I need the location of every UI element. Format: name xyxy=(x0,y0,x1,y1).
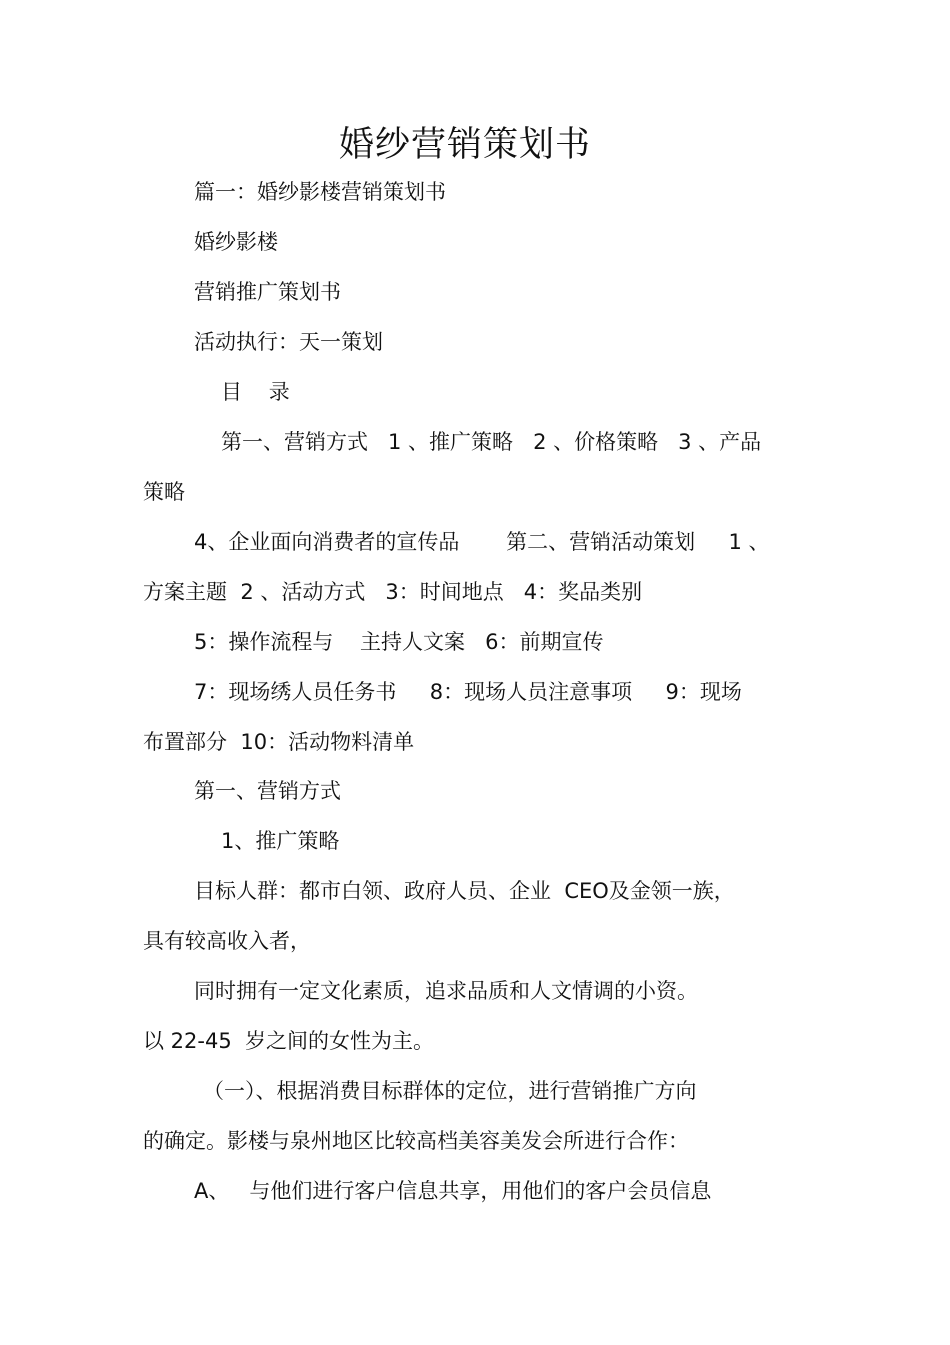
toc-heading: 目 录 xyxy=(221,380,290,404)
toc-line: 策略 xyxy=(143,480,185,504)
subsection-heading: 1、推广策略 xyxy=(221,829,340,853)
text-line: 篇一：婚纱影楼营销策划书 xyxy=(194,180,446,204)
text-line: 目标人群：都市白领、政府人员、企业 CEO及金领一族， xyxy=(194,879,735,903)
text-line: 活动执行：天一策划 xyxy=(194,330,383,354)
text-line: 营销推广策划书 xyxy=(194,280,341,304)
text-line: 婚纱影楼 xyxy=(194,230,278,254)
document-title: 婚纱营销策划书 xyxy=(338,125,591,165)
text-line: 同时拥有一定文化素质，追求品质和人文情调的小资。 xyxy=(194,979,698,1003)
text-line: 具有较高收入者， xyxy=(143,929,311,953)
text-line: 的确定。影楼与泉州地区比较高档美容美发会所进行合作： xyxy=(143,1129,689,1153)
toc-line: 第一、营销方式 1 、推广策略 2 、价格策略 3 、产品 xyxy=(221,430,762,454)
toc-line: 7：现场绣人员任务书 8：现场人员注意事项 9：现场 xyxy=(194,680,742,704)
toc-line: 4、企业面向消费者的宣传品 第二、营销活动策划 1 、 xyxy=(194,530,770,554)
toc-line: 布置部分 10：活动物料清单 xyxy=(143,730,415,754)
text-line: A、 与他们进行客户信息共享，用他们的客户会员信息 xyxy=(194,1179,712,1203)
toc-line: 方案主题 2 、活动方式 3：时间地点 4：奖品类别 xyxy=(143,580,643,604)
text-line: （一）、根据消费目标群体的定位，进行营销推广方向 xyxy=(203,1079,697,1103)
text-line: 以 22-45 岁之间的女性为主。 xyxy=(143,1029,435,1053)
toc-line: 5：操作流程与 主持人文案 6：前期宣传 xyxy=(194,630,604,654)
section-heading: 第一、营销方式 xyxy=(194,779,341,803)
